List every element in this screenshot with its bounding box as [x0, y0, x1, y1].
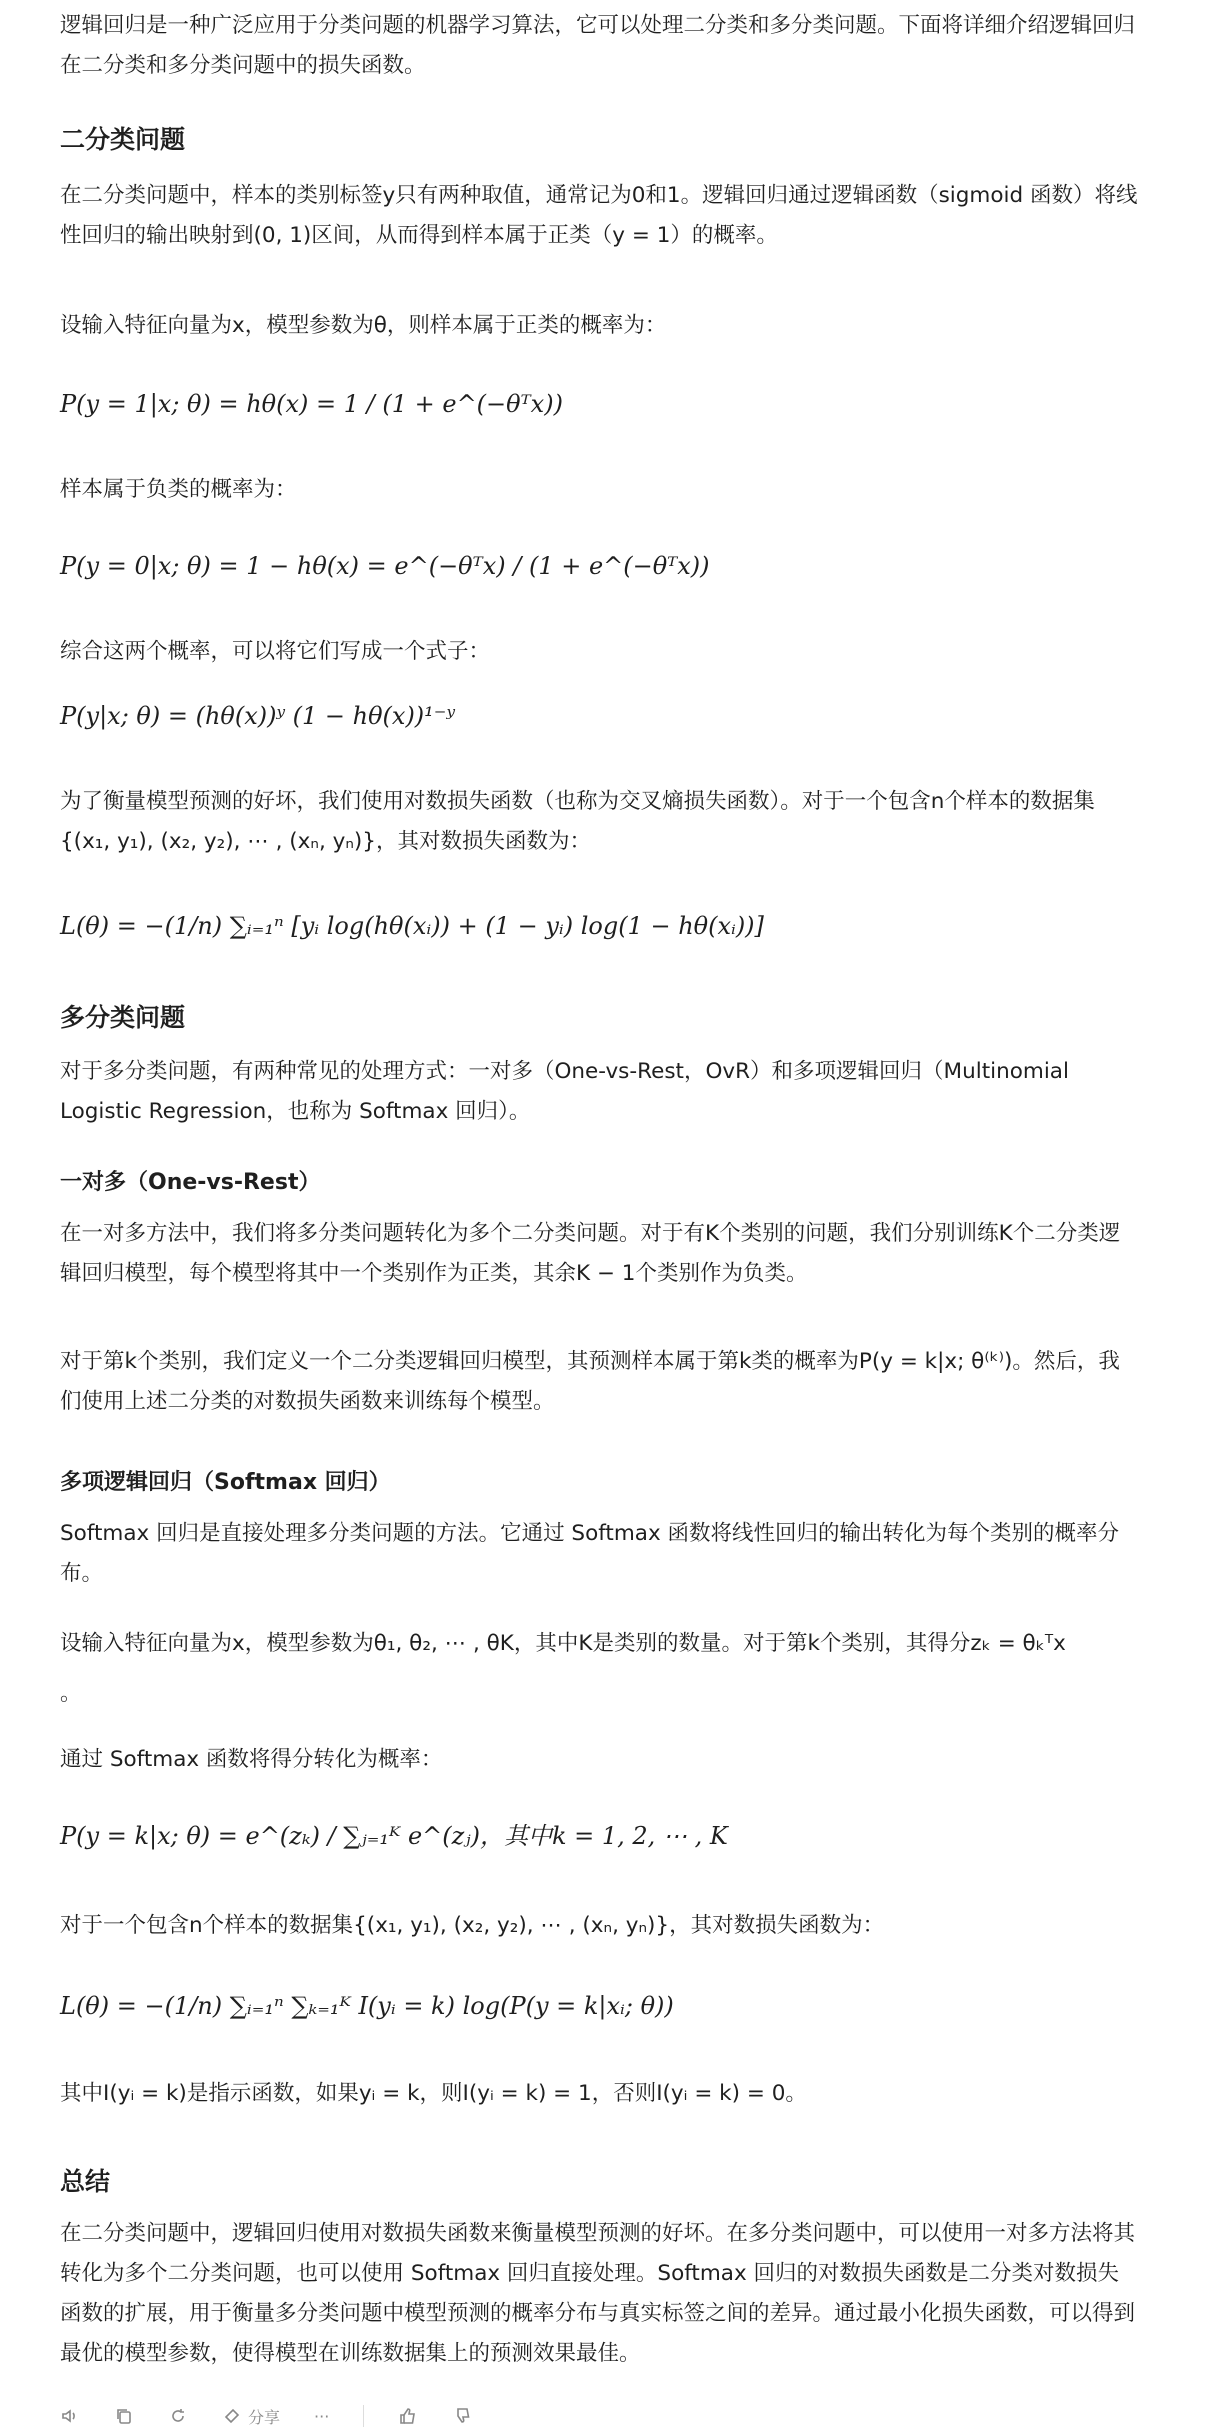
multi-paragraph-1: 对于多分类问题，有两种常见的处理方式：一对多（One-vs-Rest，OvR）和多项逻辑回归（Multinomial Logistic Regression，也称为 Softmax 回归）。: [60, 1059, 1069, 1124]
softmax-paragraph-2: 设输入特征向量为x，模型参数为θ₁, θ₂, ⋯ , θK，其中K是类别的数量。对于第k个类别，其得分zₖ = θₖᵀx: [60, 1631, 1066, 1656]
thumbs-up-icon: [398, 2406, 418, 2426]
more-label: ···: [314, 2406, 330, 2426]
equation-softmax-loss: L(θ) = −(1/n) ∑ᵢ₌₁ⁿ ∑ₖ₌₁ᴷ I(yᵢ = k) log(P(y = k|xᵢ; θ)): [60, 1992, 674, 2020]
dislike-button[interactable]: [452, 2406, 472, 2426]
binary-heading: 二分类问题: [60, 125, 186, 154]
share-icon: [222, 2406, 242, 2426]
refresh-icon: [168, 2406, 188, 2426]
summary-heading: 总结: [60, 2167, 111, 2196]
softmax-paragraph-1: Softmax 回归是直接处理多分类问题的方法。它通过 Softmax 函数将线性回归的输出转化为每个类别的概率分布。: [60, 1521, 1120, 1586]
equation-softmax: P(y = k|x; θ) = e^(zₖ) / ∑ⱼ₌₁ᴷ e^(zⱼ)，其中k = 1, 2, ⋯ , K: [60, 1822, 728, 1850]
softmax-paragraph-2-end: 。: [60, 1681, 82, 1706]
regenerate-button[interactable]: [168, 2406, 188, 2426]
equation-combined-prob: P(y|x; θ) = (hθ(x))ʸ (1 − hθ(x))¹⁻ʸ: [60, 702, 455, 730]
ovr-paragraph-1: 在一对多方法中，我们将多分类问题转化为多个二分类问题。对于有K个类别的问题，我们分别训练K个二分类逻辑回归模型，每个模型将其中一个类别作为正类，其余K − 1个类别作为负类。: [60, 1221, 1121, 1286]
message-toolbar: [60, 2404, 472, 2428]
share-label: 分享: [248, 2407, 281, 2427]
softmax-paragraph-3: 通过 Softmax 函数将得分转化为概率：: [60, 1747, 443, 1772]
thumbs-down-icon: [452, 2406, 472, 2426]
equation-binary-loss: L(θ) = −(1/n) ∑ᵢ₌₁ⁿ [yᵢ log(hθ(xᵢ)) + (1 − yᵢ) log(1 − hθ(xᵢ))]: [60, 912, 764, 940]
more-button[interactable]: [314, 2407, 329, 2426]
binary-paragraph-2: 设输入特征向量为x，模型参数为θ，则样本属于正类的概率为：: [60, 313, 667, 338]
summary-paragraph: 在二分类问题中，逻辑回归使用对数损失函数来衡量模型预测的好坏。在多分类问题中，可以使用一对多方法将其转化为多个二分类问题，也可以使用 Softmax 回归直接处理。Softmax 回归的对数损失函数是二分类对数损失函数的扩展，用于衡量多分类问题中模型预测的概率分布与真实标签之间的差异。通过最小化损失函数，可以得到最优的模型参数，使得模型在训练数据集上的预测效果最佳。: [60, 2221, 1136, 2366]
binary-paragraph-5: 为了衡量模型预测的好坏，我们使用对数损失函数（也称为交叉熵损失函数）。对于一个包含n个样本的数据集{(x₁, y₁), (x₂, y₂), ⋯ , (xₙ, yₙ)}，其对数损失函数为：: [60, 789, 1095, 854]
speaker-icon: [60, 2406, 80, 2426]
share-button[interactable]: [222, 2405, 280, 2428]
binary-paragraph-1: 在二分类问题中，样本的类别标签y只有两种取值，通常记为0和1。逻辑回归通过逻辑函数（sigmoid 函数）将线性回归的输出映射到(0, 1)区间，从而得到样本属于正类（y = 1）的概率。: [60, 183, 1138, 248]
equation-positive-prob: P(y = 1|x; θ) = hθ(x) = 1 / (1 + e^(−θᵀx)): [60, 390, 563, 418]
copy-button[interactable]: [114, 2406, 134, 2426]
read-aloud-button[interactable]: [60, 2406, 80, 2426]
like-button[interactable]: [398, 2406, 418, 2426]
copy-icon: [114, 2406, 134, 2426]
ovr-paragraph-2: 对于第k个类别，我们定义一个二分类逻辑回归模型，其预测样本属于第k类的概率为P(y = k|x; θ⁽ᵏ⁾)。然后，我们使用上述二分类的对数损失函数来训练每个模型。: [60, 1349, 1120, 1414]
ovr-heading: 一对多（One-vs-Rest）: [60, 1170, 321, 1195]
softmax-paragraph-5: 其中I(yᵢ = k)是指示函数，如果yᵢ = k，则I(yᵢ = k) = 1，否则I(yᵢ = k) = 0。: [60, 2081, 807, 2106]
equation-negative-prob: P(y = 0|x; θ) = 1 − hθ(x) = e^(−θᵀx) / (1 + e^(−θᵀx)): [60, 552, 710, 580]
softmax-heading: 多项逻辑回归（Softmax 回归）: [60, 1470, 391, 1495]
intro-paragraph: 逻辑回归是一种广泛应用于分类问题的机器学习算法，它可以处理二分类和多分类问题。下面将详细介绍逻辑回归在二分类和多分类问题中的损失函数。: [60, 13, 1136, 78]
softmax-paragraph-4: 对于一个包含n个样本的数据集{(x₁, y₁), (x₂, y₂), ⋯ , (xₙ, yₙ)}，其对数损失函数为：: [60, 1913, 885, 1938]
multi-heading: 多分类问题: [60, 1003, 186, 1032]
binary-paragraph-3: 样本属于负类的概率为：: [60, 477, 297, 502]
binary-paragraph-4: 综合这两个概率，可以将它们写成一个式子：: [60, 639, 491, 664]
